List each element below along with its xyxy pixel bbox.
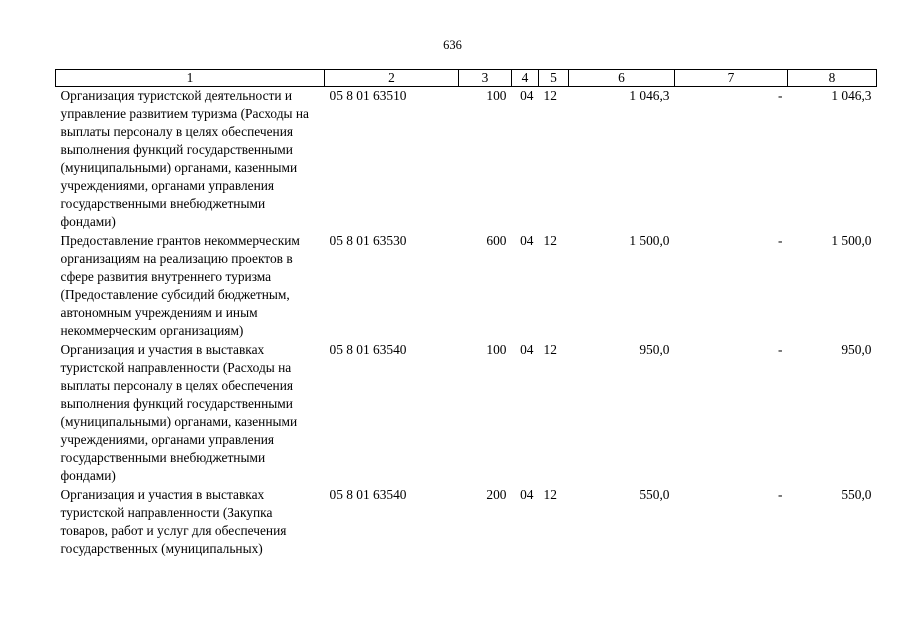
row-expense-type: 600 (486, 233, 507, 248)
header-col-6: 6 (569, 70, 675, 87)
header-col-1: 1 (56, 70, 325, 87)
row-col-6-value: 1 046,3 (629, 88, 670, 103)
row-target-article: 05 8 01 63510 (329, 88, 407, 103)
row-col-7-value: - (778, 487, 783, 502)
row-subsection: 12 (543, 342, 557, 357)
row-expense-type: 100 (486, 342, 507, 357)
header-col-3: 3 (459, 70, 512, 87)
row-col-7-value: - (778, 342, 783, 357)
row-name: Организация туристской деятельности и управление развитием туризма (Расходы на выплаты персоналу в целях обеспечения выполнения функций государственными (муниципальными) органами, казенными учреждениями, органами управления государственными внебюджетными фондами) (60, 88, 309, 229)
table-row (56, 486, 877, 559)
header-col-2: 2 (325, 70, 459, 87)
table-row (56, 87, 877, 233)
budget-table (55, 69, 877, 559)
header-col-7: 7 (675, 70, 788, 87)
row-col-8-value: 1 500,0 (831, 233, 872, 248)
table-body (56, 87, 877, 560)
row-target-article: 05 8 01 63530 (329, 233, 407, 248)
row-subsection: 12 (543, 487, 557, 502)
row-col-7-value: - (778, 233, 783, 248)
row-col-8-value: 950,0 (841, 342, 872, 357)
row-expense-type: 200 (486, 487, 507, 502)
row-target-article: 05 8 01 63540 (329, 342, 407, 357)
row-section: 04 (520, 233, 534, 248)
row-section: 04 (520, 342, 534, 357)
row-subsection: 12 (543, 233, 557, 248)
row-col-6-value: 950,0 (639, 342, 670, 357)
row-col-8-value: 550,0 (841, 487, 872, 502)
row-col-7-value: - (778, 88, 783, 103)
row-name: Организация и участия в выставках туристской направленности (Закупка товаров, работ и услуг для обеспечения государственных (муниципальных) (60, 487, 287, 556)
header-col-4: 4 (512, 70, 539, 87)
table-row (56, 341, 877, 486)
row-name: Организация и участия в выставках туристской направленности (Расходы на выплаты персоналу в целях обеспечения выполнения функций государственными (муниципальными) органами, казенными учреждениями, органами управления государственными внебюджетными фондами) (60, 342, 298, 483)
row-expense-type: 100 (486, 88, 507, 103)
table-row (56, 232, 877, 341)
row-target-article: 05 8 01 63540 (329, 487, 407, 502)
header-row (56, 70, 877, 87)
header-col-8: 8 (788, 70, 877, 87)
row-name: Предоставление грантов некоммерческим организациям на реализацию проектов в сфере развития внутреннего туризма (Предоставление субсидий бюджетным, автономным учреждениям и иным некоммерческим организациям) (60, 233, 300, 338)
row-section: 04 (520, 487, 534, 502)
page-number: 636 (443, 38, 462, 52)
row-col-6-value: 550,0 (639, 487, 670, 502)
row-subsection: 12 (543, 88, 557, 103)
table-header (56, 70, 877, 87)
header-col-5: 5 (539, 70, 569, 87)
row-col-6-value: 1 500,0 (629, 233, 670, 248)
row-col-8-value: 1 046,3 (831, 88, 872, 103)
row-section: 04 (520, 88, 534, 103)
